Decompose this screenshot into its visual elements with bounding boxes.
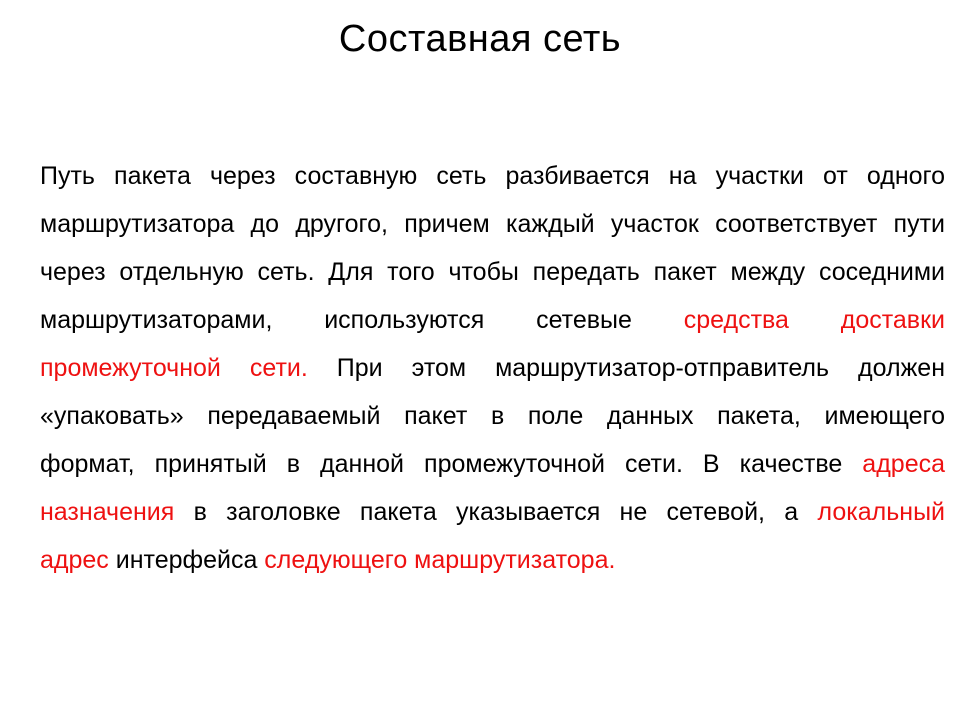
text-segment: маршрутизаторами, используются сетевые: [40, 306, 684, 334]
text-segment: маршрутизатора до другого, причем каждый участок соответствует пути: [40, 210, 945, 238]
highlighted-text: адрес: [40, 546, 109, 574]
text-line: [40, 200, 945, 248]
text-line: [40, 152, 945, 200]
text-segment: через отдельную сеть. Для того чтобы передать пакет между соседними: [40, 258, 945, 286]
text-segment: формат, принятый в данной промежуточной сети. В качестве: [40, 450, 863, 478]
text-segment: Путь пакета через составную сеть разбивается на участки от одного: [40, 162, 945, 190]
slide-title: Составная сеть: [338, 18, 622, 60]
text-line: [40, 344, 945, 392]
text-line: [40, 296, 945, 344]
text-line: [40, 248, 945, 296]
highlighted-text: средства доставки: [683, 306, 945, 334]
text-segment: в заголовке пакета указывается не сетевой, а: [174, 498, 818, 526]
highlighted-text: локальный: [817, 498, 945, 526]
highlighted-text: следующего маршрутизатора.: [264, 546, 616, 574]
highlighted-text: промежуточной сети.: [40, 354, 308, 382]
highlighted-text: адреса: [862, 450, 945, 478]
slide-paragraph: [40, 152, 945, 584]
text-line: [40, 392, 945, 440]
text-segment: При этом маршрутизатор-отправитель должен: [307, 354, 945, 382]
text-line: [40, 440, 945, 488]
highlighted-text: назначения: [40, 498, 175, 526]
text-segment: интерфейса: [108, 546, 265, 574]
text-segment: «упаковать» передаваемый пакет в поле данных пакета, имеющего: [40, 402, 945, 430]
text-line: [40, 488, 945, 536]
